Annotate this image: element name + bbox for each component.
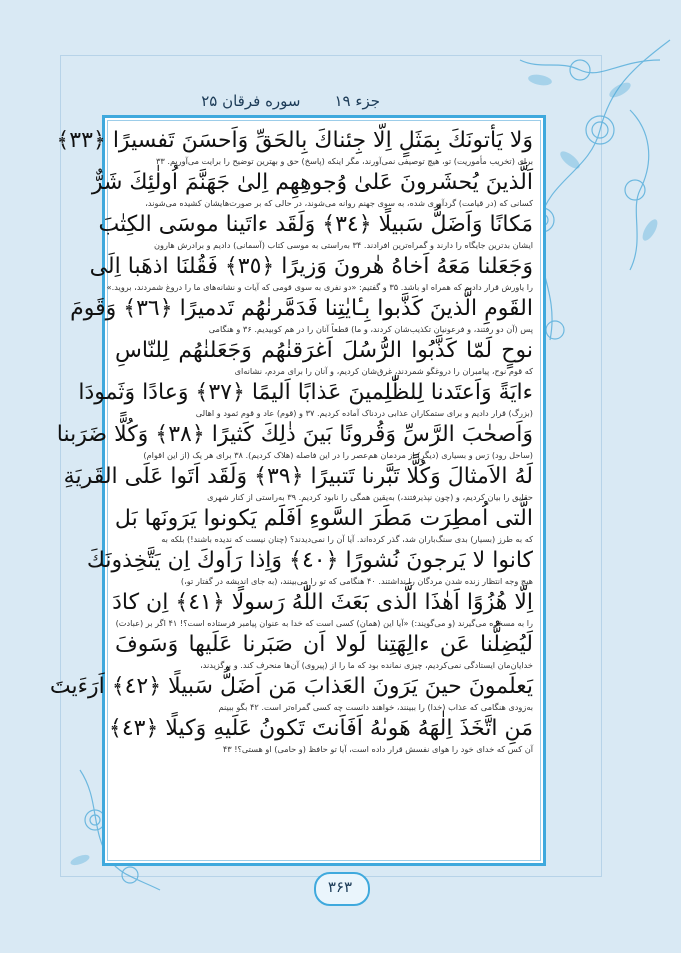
persian-translation-line: حقایق را بیان کردیم، و (چون نپذیرفتند،) به‌یقین همگی را نابود کردیم. ۳۹ به‌راستی از کنار شهری (207, 492, 533, 502)
arabic-line: وَجَعَلنا مَعَهُ اَخاهُ هٰرونَ وَزيرًا ﴿٣٥﴾ فَقُلنَا اذهَبا اِلَى (89, 254, 533, 279)
quran-text-frame (49, 115, 546, 866)
arabic-line: كانوا لا يَرجونَ نُشورًا ﴿٤٠﴾ وَاِذا رَاَوكَ اِن يَتَّخِذونَكَ (86, 548, 533, 573)
page-number (292, 870, 388, 904)
persian-translation-line: آن کس که خدای خود را هوای نفسش قرار داده است، آیا تو حافظ (و حامی) او هستی؟! ۴۳ (222, 744, 533, 754)
arabic-line: الَّتى اُمطِرَت مَطَرَ السَّوءِ اَفَلَم يَكونوا يَرَونَها بَل (114, 506, 533, 531)
persian-translation-line: که به طرز (بسیار) بدی سنگ‌باران شد، گذر کرده‌اند. آیا آن را نمی‌دیدند؟ (چنان نیست که ندیده باشند!) بلکه به (161, 534, 533, 544)
persian-translation-line: هیچ وجه انتظار زنده شدن مردگان را نداشتند. ۴۰ هنگامی که تو را می‌بینند، (به جای اندیشه در گفتار تو،) (180, 576, 533, 586)
page-number-text: ۳۶۳ (327, 878, 353, 896)
persian-translation-line: (ساحل رود) رَس و بسیاری (دیگر) از مردمان هم‌عصر را در این فاصله (هلاک کردیم). ۳۸ برای هر یک (از این اقوام) (143, 450, 533, 460)
arabic-line: يَعلَمونَ حينَ يَرَونَ العَذابَ مَن اَضَلُّ سَبيلًا ﴿٤٢﴾ اَرَءَيتَ (49, 674, 533, 699)
arabic-line: مَكانًا وَاَضَلُّ سَبيلًا ﴿٣٤﴾ وَلَقَد ءاتَينا موسَى الكِتٰبَ (98, 212, 533, 237)
verse-lines (49, 126, 533, 756)
page-header (110, 88, 380, 114)
arabic-line: لَيُضِلُّنا عَن ءالِهَتِنا لَولا اَن صَبَرنا عَلَيها وَسَوفَ (115, 632, 533, 657)
persian-translation-line: خدایان‌مان ایستادگی نمی‌کردیم، چیزی نمانده بود که ما را از (پیروی) آن‌ها منحرف کند. و برگزیدند، (200, 660, 533, 670)
surah-label: سوره فرقان ۲۵ (201, 92, 301, 110)
persian-translation-line: کسانی که (در قیامت) گردآوری شده، به سوی جهنم روانه می‌شوند، در حالی که بر صورت‌هایشان کشیده می‌شوند، (145, 198, 533, 208)
arabic-line: وَاَصحٰبَ الرَّسِّ وَقُرونًا بَينَ ذٰلِكَ كَثيرًا ﴿٣٨﴾ وَكُلًّا ضَرَبنا (56, 422, 533, 447)
arabic-line: اِلّا هُزُوًا اَهٰذَا الَّذى بَعَثَ اللّٰهُ رَسولًا ﴿٤١﴾ اِن كادَ (112, 590, 533, 615)
juz-label: جزء ۱۹ (334, 92, 380, 110)
arabic-line: مَنِ اتَّخَذَ اِلٰهَهُ هَوىٰهُ اَفَاَنتَ تَكونُ عَلَيهِ وَكيلًا ﴿٤٣﴾ (108, 716, 533, 741)
arabic-line: القَومِ الَّذينَ كَذَّبوا بِـٔايٰتِنا فَدَمَّرنٰهُم تَدميرًا ﴿٣٦﴾ وَقَومَ (70, 296, 533, 321)
persian-translation-line: را به مسخره می‌گیرند (و می‌گویند:) «آیا این (همان) کسی است که خدا به عنوان پیامبر فرستاده است؟! ۴۱ اگر بر (عبادت) (115, 618, 533, 628)
arabic-line: لَهُ الاَمثالَ وَكُلًّا تَبَّرنا تَتبيرًا ﴿٣٩﴾ وَلَقَد اَتَوا عَلَى القَريَةِ (63, 464, 533, 489)
arabic-line: ءايَةً وَاَعتَدنا لِلظّٰلِمينَ عَذابًا اَليمًا ﴿٣٧﴾ وَعادًا وَثَمودَا (78, 380, 533, 405)
persian-translation-line: برای (تخریب مأموریت) تو، هیچ توصیفی نمی‌آورند، مگر اینکه (پاسخ) حق و بهترین توضیح را برایت می‌آوریم. ۳۳ (155, 156, 533, 166)
persian-translation-line: (بزرگ) قرار دادیم و برای ستمکاران عذابی دردناک آماده کردیم. ۳۷ و (قوم) عاد و قوم ثمود و اهالی (195, 408, 533, 418)
persian-translation-line: که قوم نوح، پیامبران را دروغگو شمردند، غرق‌شان کردیم، و آنان را برای مردم، نشانه‌ای (234, 366, 533, 376)
arabic-line: وَلا يَأتونَكَ بِمَثَلٍ اِلّا جِئناكَ بِالحَقِّ وَاَحسَنَ تَفسيرًا ﴿٣٣﴾ (56, 128, 533, 153)
persian-translation-line: ایشان بدترین جایگاه را دارند و گمراه‌ترین افرادند. ۳۴ به‌راستی به موسی کتاب (آسمانی) دادیم و برادرش هارون (154, 240, 533, 250)
persian-translation-line: به‌زودی هنگامی که عذاب (خدا) را ببینند، خواهند دانست چه کسی گمراه‌تر است. ۴۲ بگو ببینم (218, 702, 533, 712)
persian-translation-line: را یاورش قرار دادیم که همراه او باشد. ۳۵ و گفتیم: «دو نفری به سوی قومی که آیات و نشانه‌های ما را دروغ شمردند، بروید.» (106, 282, 533, 292)
persian-translation-line: پس (آن دو رفتند، و فرعونیان تکذیب‌شان کردند، و ما) قطعاً آنان را در هم کوبیدیم. ۳۶ و هنگامی (208, 324, 533, 334)
arabic-line: نوحٍ لَمّا كَذَّبُوا الرُّسُلَ اَغرَقنٰهُم وَجَعَلنٰهُم لِلنّاسِ (115, 338, 533, 363)
arabic-line: اَلَّذينَ يُحشَرونَ عَلىٰ وُجوهِهِم اِلىٰ جَهَنَّمَ اُولٰئِكَ شَرٌّ (91, 170, 533, 195)
